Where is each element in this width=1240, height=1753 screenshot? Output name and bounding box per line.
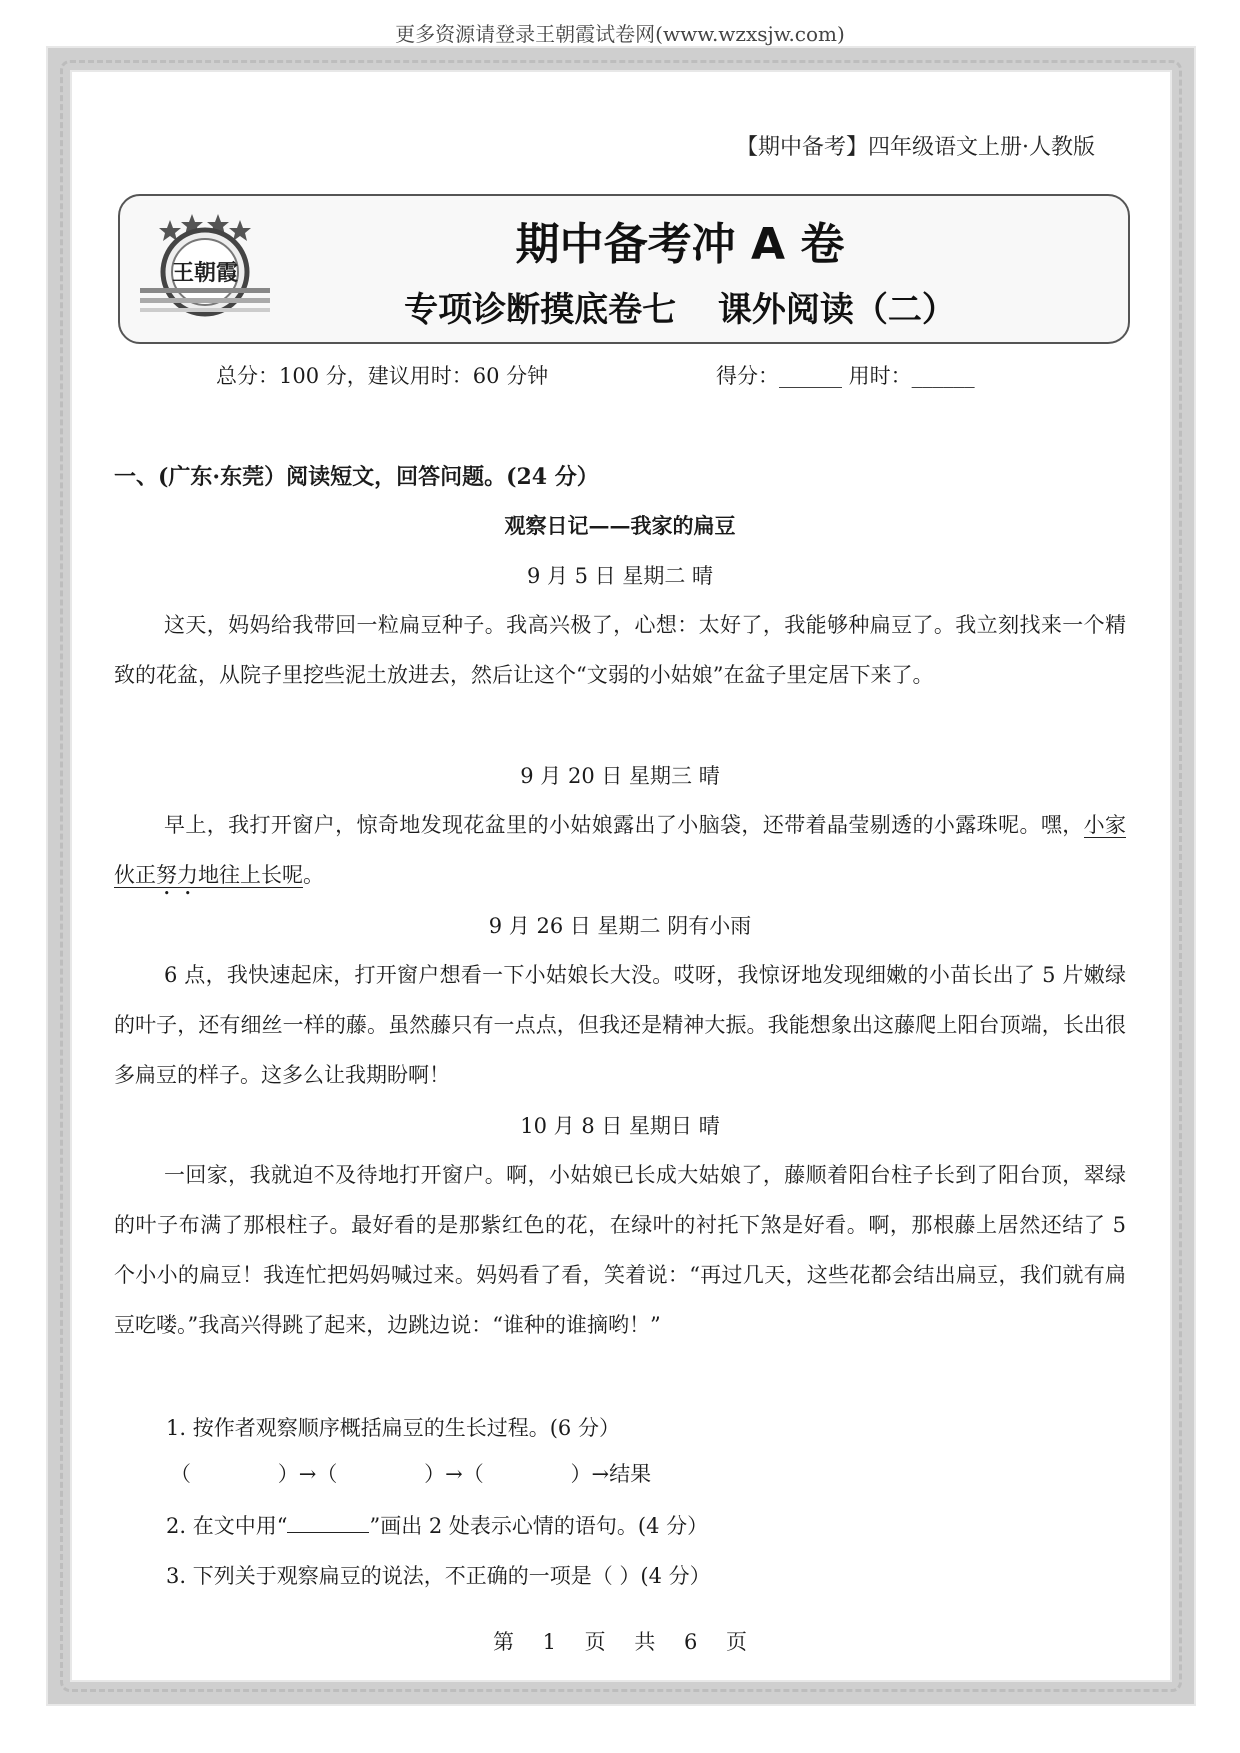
page-footer: 第 1 页 共 6 页 xyxy=(492,1630,748,1654)
header-tag: 【期中备考】四年级语文上册·人教版 xyxy=(736,135,1095,160)
section-heading: 一、(广东·东莞）阅读短文，回答问题。(24 分） xyxy=(114,464,599,490)
question-text: ”画出 2 处表示心情的语句。(4 分） xyxy=(369,1514,709,1538)
logo-lettering: 王朝霞 xyxy=(171,260,239,286)
question-text: 2. 在文中用“ xyxy=(166,1514,288,1538)
watermark-banner: 更多资源请登录王朝霞试卷网(www.wzxsjw.com) xyxy=(395,22,845,46)
underline-sample xyxy=(287,1532,369,1533)
passage-title: 观察日记——我家的扁豆 xyxy=(504,513,736,538)
page-title: 期中备考冲 A 卷 xyxy=(515,219,845,270)
entry-paragraph xyxy=(114,800,1126,900)
paragraph-text: 。 xyxy=(303,863,324,887)
question-2 xyxy=(166,1510,708,1540)
score-info: 总分：100 分，建议用时：60 分钟 xyxy=(216,364,549,388)
underlined-text: 地往上长呢 xyxy=(198,863,303,887)
paragraph-text: 早上，我打开窗户，惊奇地发现花盆里的小姑娘露出了小脑袋，还带着晶莹剔透的小露珠呢。嘿， xyxy=(164,813,1084,837)
entry-date: 9 月 5 日 星期二 晴 xyxy=(526,564,714,588)
page-subtitle: 专项诊断摸底卷七 课外阅读（二） xyxy=(404,290,956,330)
score-fields: 得分：______ 用时：______ xyxy=(716,364,975,388)
entry-date: 10 月 8 日 星期日 晴 xyxy=(520,1114,720,1138)
emphasis-dots-text: 努力 xyxy=(156,863,198,887)
underlined-text: 小家伙正 xyxy=(114,813,1126,887)
entry-paragraph: 一回家，我就迫不及待地打开窗户。啊，小姑娘已长成大姑娘了，藤顺着阳台柱子长到了阳台顶，翠绿的叶子布满了那根柱子。最好看的是那紫红色的花，在绿叶的衬托下煞是好看。啊，那根藤上居然还结了 5 个小小的扁豆！我连忙把妈妈喊过来。妈妈看了看，笑着说：“再过几天，这些花都会结出扁豆，我们就有扁豆吃喽。”我高兴得跳了起来，边跳边说：“谁种的谁摘哟！” xyxy=(114,1163,1126,1337)
entry-paragraph: 6 点，我快速起床，打开窗户想看一下小姑娘长大没。哎呀，我惊讶地发现细嫩的小苗长出了 5 片嫩绿的叶子，还有细丝一样的藤。虽然藤只有一点点，但我还是精神大振。我能想象出这藤爬上阳台顶端，长出很多扁豆的样子。这多么让我期盼啊！ xyxy=(114,963,1126,1087)
entry-paragraph: 这天，妈妈给我带回一粒扁豆种子。我高兴极了，心想：太好了，我能够种扁豆了。我立刻找来一个精致的花盆，从院子里挖些泥土放进去，然后让这个“文弱的小姑娘”在盆子里定居下来了。 xyxy=(114,613,1126,687)
question-1: 1. 按作者观察顺序概括扁豆的生长过程。(6 分） xyxy=(166,1416,620,1440)
brand-logo xyxy=(140,210,270,330)
entry-date: 9 月 20 日 星期三 晴 xyxy=(520,764,720,788)
entry-date: 9 月 26 日 星期二 阴有小雨 xyxy=(488,914,752,938)
growth-flow-answer: （ ）→（ ）→（ ）→结果 xyxy=(170,1462,652,1486)
question-3: 3. 下列关于观察扁豆的说法，不正确的一项是（ ）(4 分） xyxy=(166,1564,711,1588)
